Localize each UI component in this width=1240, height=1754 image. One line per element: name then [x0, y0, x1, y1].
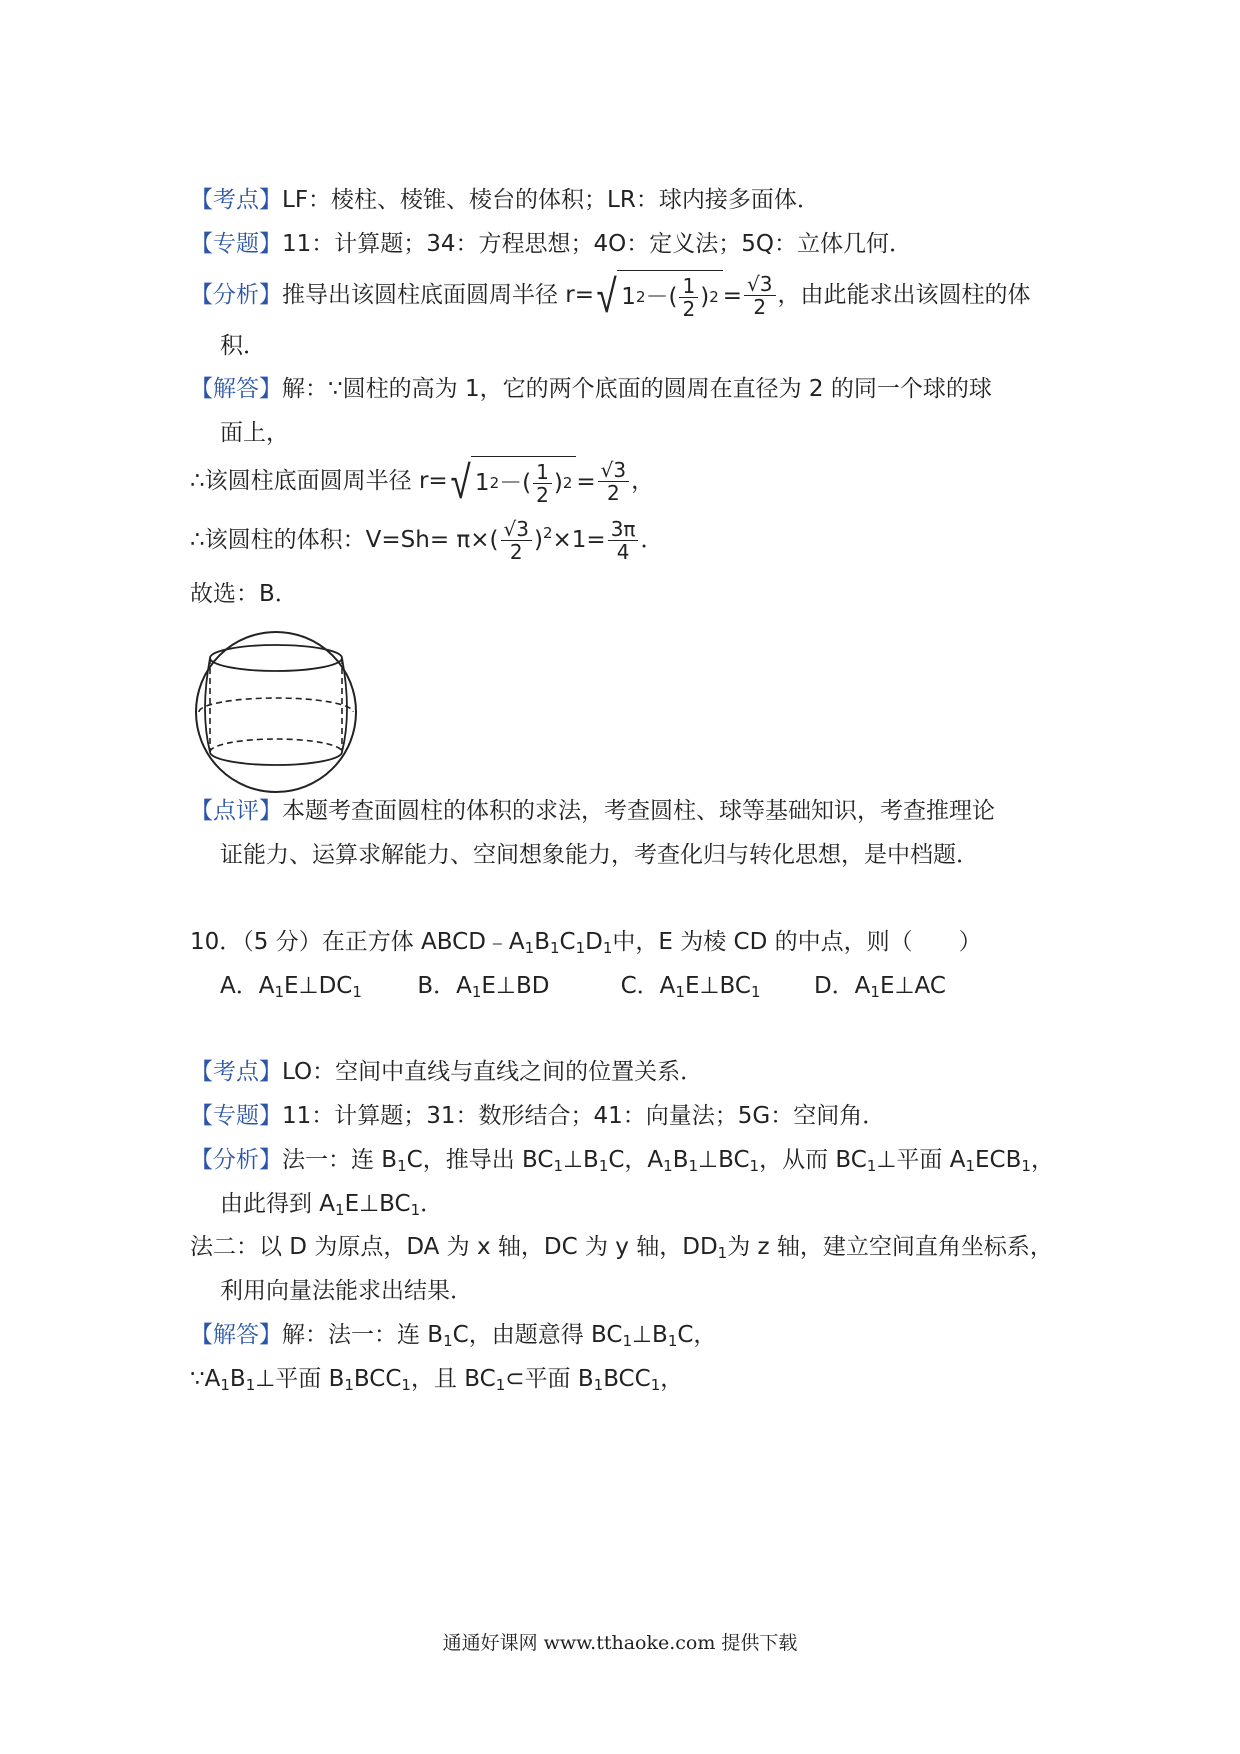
q10-options — [220, 970, 946, 1002]
dianping-cont: 证能力、运算求解能力、空间想象能力，考查化归与转化思想，是中档题． — [220, 842, 979, 868]
kaodian-line: 【考点】LF：棱柱、棱锥、棱台的体积；LR：球内接多面体． — [190, 187, 820, 213]
option-c: C．$A_1E\perp BC_1$ — [620, 973, 761, 1001]
zhuanti2-tag: 【专题】 — [190, 1103, 282, 1129]
fenxi-cont: 积． — [220, 333, 266, 359]
radius-formula: √ 1 2 －( $\frac{1}{2}$ ) 2 = $\frac{√3}{2}$ — [594, 270, 777, 321]
zhuanti-tag: 【专题】 — [190, 231, 282, 257]
jieda-cont: 面上， — [220, 420, 289, 446]
fenxi-tag: 【分析】 — [190, 282, 282, 308]
kaodian2-tag: 【考点】 — [190, 1059, 282, 1085]
fa2-line: 法二：以 D 为原点，DA 为 x 轴，DC 为 y 轴，$DD_1$为 z 轴，建立空间直角坐标系， — [190, 1234, 1053, 1262]
dianping-tag: 【点评】 — [190, 798, 282, 824]
option-d: D．$A_1E\perp AC$ — [813, 973, 946, 1001]
jieda2-tag: 【解答】 — [190, 1322, 282, 1348]
kaodian-tag: 【考点】 — [190, 187, 282, 213]
radius-line: ∴该圆柱底面圆周半径 r= √ 1 2 －( $\frac{1}{2}$ ) 2 = $\frac{√3}{2}$ ， — [190, 454, 655, 509]
kaodian2-line: 【考点】LO：空间中直线与直线之间的位置关系． — [190, 1059, 704, 1085]
dianping-line: 【点评】本题考查面圆柱的体积的求法，考查圆柱、球等基础知识，考查推理论 — [190, 798, 995, 824]
option-a: A．$A_1E\perp DC_1$ — [220, 973, 362, 1001]
jieda2-line: 【解答】解：法一：连 $B_1C$，由题意得 $BC_1\perp B_1C$， — [190, 1322, 717, 1350]
sphere-cylinder-figure — [190, 626, 364, 800]
fenxi2-tag: 【分析】 — [190, 1147, 282, 1173]
fenxi-line: 【分析】推导出该圆柱底面圆周半径 r= √ 1 2 －( $\frac{1}{2}$ ) 2 = $\frac{√3}{2}$ ，由此能求出该圆柱的体 — [190, 268, 1031, 323]
guxuan-line: 故选：B． — [190, 581, 298, 607]
zhuanti-line: 【专题】11：计算题；34：方程思想；4O：定义法；5Q：立体几何． — [190, 231, 913, 257]
fenxi2-cont: 由此得到 $A_1E\perp BC_1$． — [220, 1191, 444, 1219]
zhuanti2-line: 【专题】11：计算题；31：数形结合；41：向量法；5G：空间角． — [190, 1103, 886, 1129]
fenxi2-line: 【分析】法一：连 $B_1C$，推导出 $BC_1\perp B_1C$，$A_1B_1\perp BC_1$，从而 $BC_1\perp$平面 $A_1ECB_1$， — [190, 1147, 1054, 1175]
volume-line: ∴该圆柱的体积：V=Sh= π×( $\frac{√3}{2}$ )$^2$×1= $\frac{3\pi}{4}$ ． — [190, 517, 664, 564]
jieda-line: 【解答】解：∵圆柱的高为 1，它的两个底面的圆周在直径为 2 的同一个球的球 — [190, 376, 992, 402]
last-line: $\because A_1B_1\perp$平面 $B_1BCC_1$，且 $BC_1\subset$平面 $B_1BCC_1$， — [190, 1366, 684, 1394]
option-b: B．$A_1E\perp BD$ — [417, 973, 550, 1001]
page-footer: 通通好课网 www.tthaoke.com 提供下载 — [442, 1632, 798, 1654]
q10-stem: 10．（5 分）在正方体 $ABCD﹣A_1B_1C_1D_1$中，E 为棱 CD 的中点，则（ ） — [190, 929, 982, 957]
fa2-cont: 利用向量法能求出结果． — [220, 1278, 473, 1304]
jieda-tag: 【解答】 — [190, 376, 282, 402]
